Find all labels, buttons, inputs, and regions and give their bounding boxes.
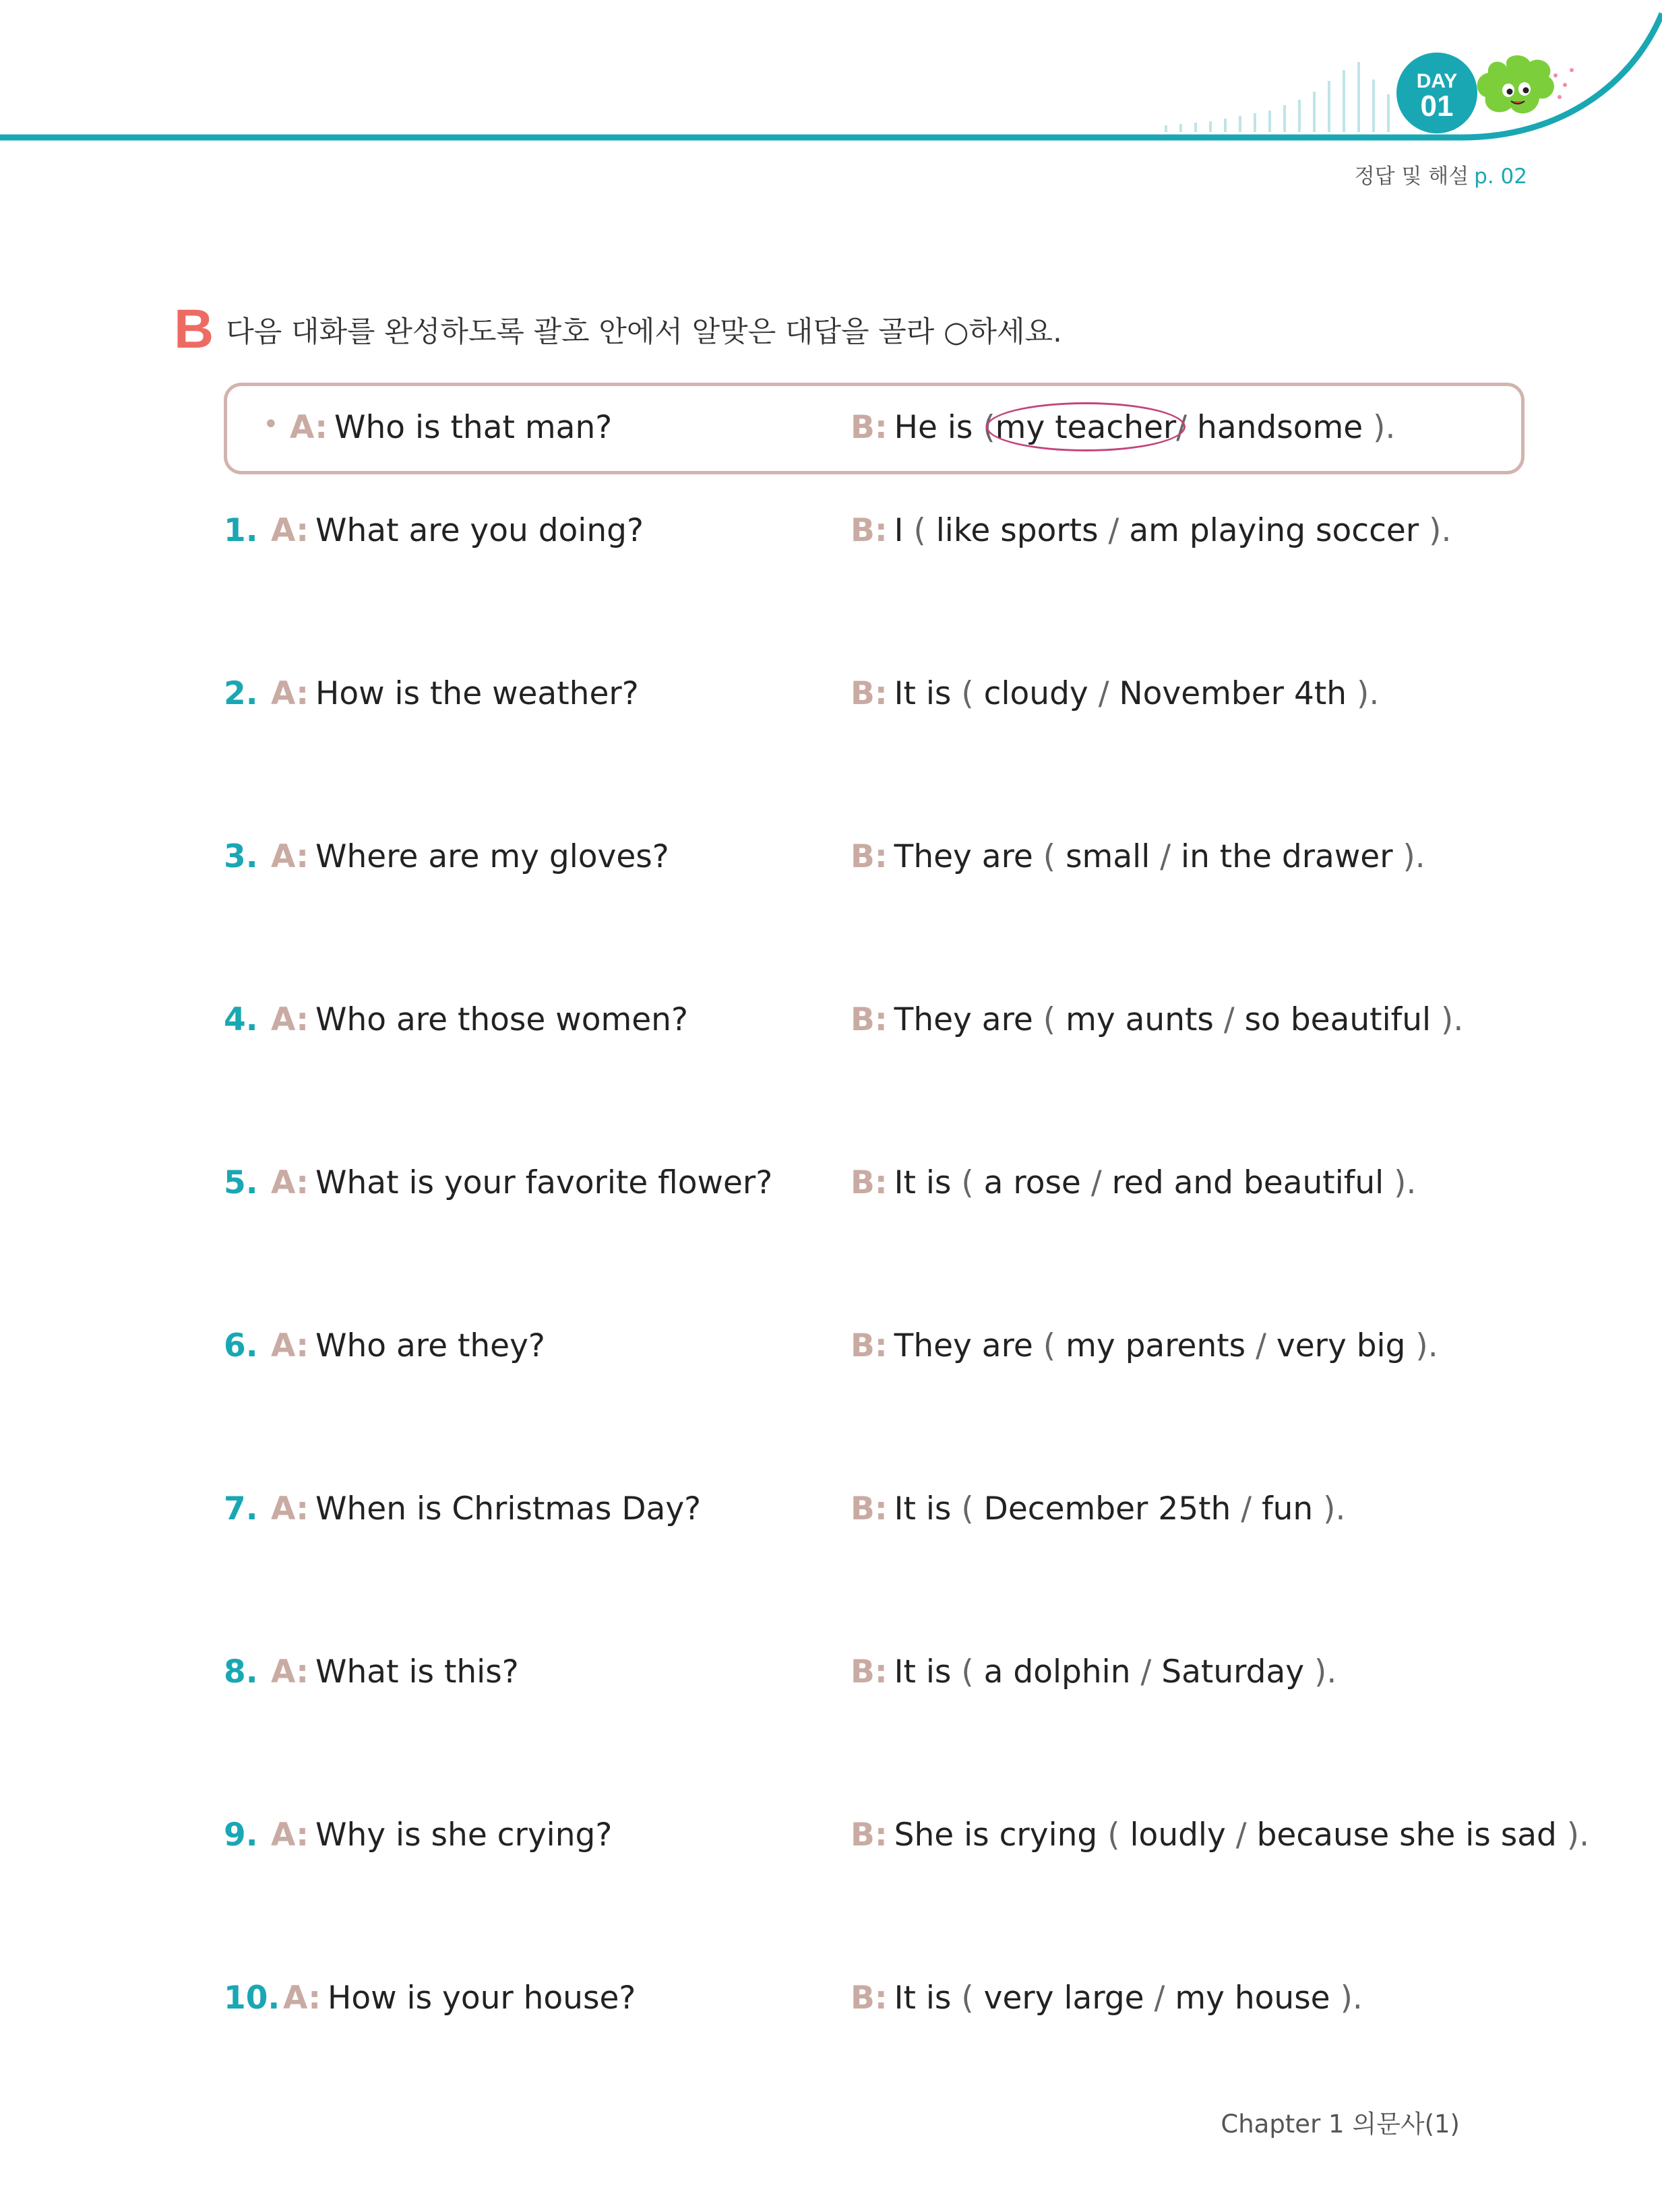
question-row-4 [0,1001,1662,1048]
speaker-a-label: A: [271,1816,309,1854]
answer-b [851,1001,1463,1038]
speaker-a-label: A: [271,512,309,549]
answer-prefix: It is [894,675,952,712]
choice-2[interactable]: am playing soccer [1129,512,1419,549]
choice-1[interactable]: a rose [983,1164,1081,1201]
question-a [271,838,669,875]
question-a [271,1490,701,1527]
choice-1[interactable]: my parents [1066,1327,1246,1364]
question-a [271,1816,612,1854]
speaker-b-label: B: [851,675,888,712]
question-row-2 [0,675,1662,722]
choice-1[interactable]: small [1066,838,1150,875]
close-paren: ). [1429,512,1452,549]
choice-1[interactable]: cloudy [983,675,1088,712]
question-row-10 [0,1980,1662,2027]
choice-2: handsome [1197,409,1363,446]
close-paren: ). [1323,1490,1346,1527]
slash: / [1241,1490,1252,1527]
question-number: 6. [224,1327,258,1364]
slash: / [1140,1653,1152,1690]
section-heading [174,298,1062,360]
question-number: 4. [224,1001,258,1038]
choice-2[interactable]: because she is sad [1256,1816,1557,1854]
answer-prefix: They are [894,1001,1033,1038]
question-a [271,1653,519,1690]
slash: / [1256,1327,1266,1364]
question-text: What is this? [315,1653,519,1690]
choice-2[interactable]: my house [1175,1980,1330,2017]
choice-2[interactable]: November 4th [1119,675,1347,712]
answer-prefix: She is crying [894,1816,1098,1854]
answer-reference [1355,159,1527,189]
answer-ref-page: p. 02 [1474,164,1527,189]
speaker-b-label: B: [851,409,888,446]
open-paren: ( [961,1653,974,1690]
slash: / [1108,512,1119,549]
question-number: 8. [224,1653,258,1690]
example-question [290,409,612,446]
day-label: DAY [1416,70,1458,92]
open-paren: ( [913,512,926,549]
close-paren: ). [1403,838,1425,875]
slash: / [1176,409,1188,446]
question-row-9 [0,1816,1662,1864]
question-text: When is Christmas Day? [315,1490,702,1527]
question-a [271,1327,545,1364]
close-paren: ). [1373,409,1396,446]
choice-1[interactable]: my aunts [1066,1001,1214,1038]
answer-prefix: He is [894,409,973,446]
question-text: Who are they? [315,1327,545,1364]
open-paren: ( [1107,1816,1120,1854]
question-number: 3. [224,838,258,875]
close-paren: ). [1340,1980,1363,2017]
question-number: 9. [224,1816,258,1854]
choice-2[interactable]: so beautiful [1244,1001,1432,1038]
answer-b [851,1653,1336,1690]
answer-ref-text: 정답 및 해설 [1354,164,1469,189]
section-letter: B [174,298,214,360]
choice-2[interactable]: in the drawer [1181,838,1393,875]
open-paren: ( [983,409,995,446]
question-number: 10. [224,1980,280,2017]
speaker-a-label: A: [271,1653,309,1690]
answer-prefix: It is [894,1980,952,2017]
question-row-5 [0,1164,1662,1211]
answer-b [851,1980,1363,2017]
question-text: How is the weather? [315,675,639,712]
slash: / [1154,1980,1165,2017]
choice-2[interactable]: red and beautiful [1111,1164,1384,1201]
answer-b [851,1816,1589,1854]
question-row-1 [0,512,1662,559]
footer-chapter: Chapter 1 의문사(1) [1221,2110,1460,2139]
choice-2[interactable]: Saturday [1161,1653,1305,1690]
close-paren: ). [1566,1816,1590,1854]
answer-b [851,675,1379,712]
answer-prefix: I [894,512,904,549]
question-a [271,675,639,712]
choice-2[interactable]: very big [1276,1327,1406,1364]
close-paren: ). [1314,1653,1337,1690]
choice-1[interactable]: very large [983,1980,1144,2017]
section-instruction: 다음 대화를 완성하도록 괄호 안에서 알맞은 대답을 골라 ○하세요. [226,315,1062,349]
speaker-b-label: B: [851,1980,888,2017]
speaker-a-label: A: [271,838,309,875]
speaker-b-label: B: [851,1490,888,1527]
slash: / [1235,1816,1247,1854]
day-number: 01 [1420,90,1454,123]
question-text: Who are those women? [315,1001,688,1038]
choice-1[interactable]: like sports [935,512,1099,549]
close-paren: ). [1394,1164,1417,1201]
open-paren: ( [1043,1001,1056,1038]
answer-prefix: They are [894,838,1033,875]
speaker-b-label: B: [851,1816,888,1854]
equalizer-bars [1166,62,1388,132]
speaker-a-label: A: [283,1980,321,2017]
speaker-b-label: B: [851,1653,888,1690]
open-paren: ( [1043,1327,1056,1364]
open-paren: ( [961,1164,974,1201]
close-paren: ). [1357,675,1380,712]
answer-prefix: It is [894,1164,952,1201]
answer-b [851,512,1451,549]
speaker-b-label: B: [851,1327,888,1364]
question-text: What is your favorite flower? [315,1164,773,1201]
answer-b [851,838,1425,875]
answer-b [851,1327,1438,1364]
question-text: What are you doing? [315,512,644,549]
close-paren: ). [1441,1001,1464,1038]
question-number: 7. [224,1490,258,1527]
bullet-icon: • [263,409,279,440]
speaker-a-label: A: [271,1001,309,1038]
answer-circle-mark [986,402,1186,451]
example-answer [851,409,1395,446]
speaker-b-label: B: [851,838,888,875]
answer-prefix: It is [894,1653,952,1690]
question-a [283,1980,636,2017]
answer-prefix: They are [894,1327,1033,1364]
choice-1[interactable]: a dolphin [983,1653,1131,1690]
speaker-b-label: B: [851,512,888,549]
choice-1[interactable]: loudly [1130,1816,1226,1854]
answer-prefix: It is [894,1490,952,1527]
choice-1[interactable]: December 25th [983,1490,1231,1527]
question-text: Who is that man? [334,409,613,446]
answer-b [851,1490,1345,1527]
question-text: How is your house? [328,1980,636,2017]
speaker-a-label: A: [271,1490,309,1527]
speaker-a-label: A: [290,409,328,446]
circled-choice [995,409,1177,446]
question-row-7 [0,1490,1662,1538]
open-paren: ( [961,675,974,712]
slash: / [1160,838,1171,875]
slash: / [1098,675,1109,712]
question-number: 1. [224,512,258,549]
slash: / [1223,1001,1235,1038]
mascot-icon [1477,55,1574,113]
speaker-b-label: B: [851,1164,888,1201]
question-row-3 [0,838,1662,885]
slash: / [1090,1164,1102,1201]
speaker-a-label: A: [271,1327,309,1364]
choice-2[interactable]: fun [1262,1490,1314,1527]
open-paren: ( [1043,838,1056,875]
speaker-a-label: A: [271,675,309,712]
close-paren: ). [1415,1327,1438,1364]
open-paren: ( [961,1980,974,2017]
question-row-6 [0,1327,1662,1374]
header-decoration [0,0,1662,175]
example-row [0,409,1662,456]
open-paren: ( [961,1490,974,1527]
speaker-a-label: A: [271,1164,309,1201]
question-text: Where are my gloves? [315,838,669,875]
question-number: 2. [224,675,258,712]
question-a [271,1164,772,1201]
question-text: Why is she crying? [315,1816,613,1854]
answer-b [851,1164,1416,1201]
choice-1: my teacher [995,409,1177,446]
question-row-8 [0,1653,1662,1701]
question-a [271,512,644,549]
question-a [271,1001,688,1038]
speaker-b-label: B: [851,1001,888,1038]
question-number: 5. [224,1164,258,1201]
